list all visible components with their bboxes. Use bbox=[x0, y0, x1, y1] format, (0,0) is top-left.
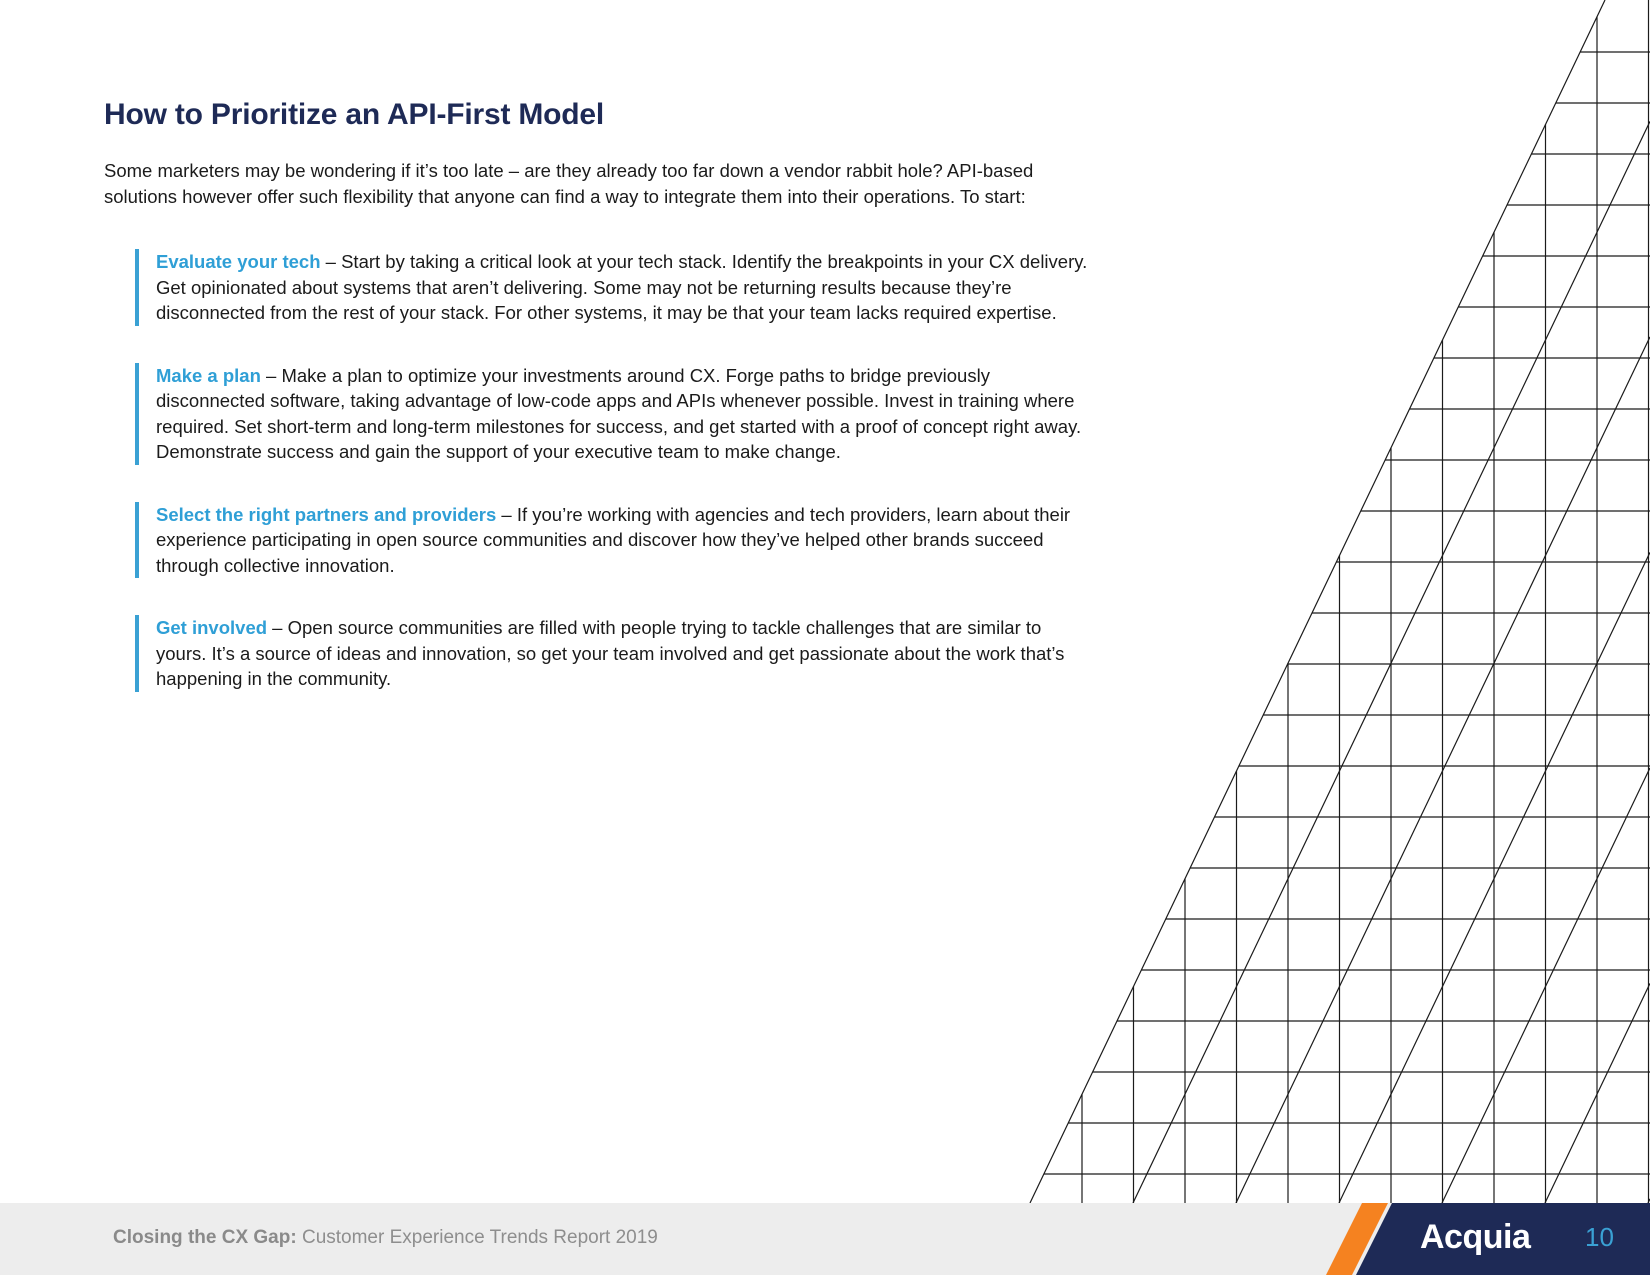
report-title-rest: Customer Experience Trends Report 2019 bbox=[296, 1227, 658, 1248]
item-title: Select the right partners and providers bbox=[156, 503, 497, 525]
acquia-logo: Acquia bbox=[1420, 1218, 1531, 1256]
page-title: How to Prioritize an API-First Model bbox=[104, 98, 605, 131]
list-item-make-plan bbox=[135, 363, 1094, 465]
item-body: – Start by taking a critical look at your tech stack. Identify the breakpoints in your CX delivery. Get opinionated about systems that aren’t delivering. Some may not be returning results because they’re disconnected from the rest of your stack. For other systems, it may be that your team lacks required expertise. bbox=[156, 251, 1088, 323]
list-item-select-partners bbox=[135, 502, 1094, 579]
main-content bbox=[104, 98, 1094, 729]
item-body: – Open source communities are filled with people trying to tackle challenges that are similar to yours. It’s a source of ideas and innovation, so get your team involved and get passionate about the work that’s happening in the community. bbox=[156, 617, 1065, 689]
list-item-get-involved bbox=[135, 615, 1094, 692]
page-footer bbox=[0, 1203, 1650, 1275]
report-title-bold: Closing the CX Gap: bbox=[113, 1227, 297, 1248]
item-body: – Make a plan to optimize your investments around CX. Forge paths to bridge previously disconnected software, taking advantage of low-code apps and APIs whenever possible. Invest in training where required. Set short-term and long-term milestones for success, and get started with a proof of concept right away. Demonstrate success and gain the support of your executive team to make change. bbox=[156, 364, 1082, 462]
list-item-evaluate-tech bbox=[135, 249, 1094, 326]
item-title: Evaluate your tech bbox=[156, 251, 321, 272]
intro-paragraph: Some marketers may be wondering if it’s too late – are they already too far down a vendor rabbit hole? API-based solutions however offer such flexibility that anyone can find a way to integrate them into their operations. To start: bbox=[104, 160, 1034, 207]
page-number: 10 bbox=[1585, 1222, 1614, 1252]
report-title bbox=[113, 1227, 658, 1249]
item-title: Get involved bbox=[156, 617, 268, 638]
item-body: – If you’re working with agencies and tech providers, learn about their experience participating in open source communities and discover how they’ve helped other brands succeed through collective innovation. bbox=[156, 503, 1071, 576]
grid-diagonal-line bbox=[1030, 0, 1605, 1203]
item-title: Make a plan bbox=[156, 364, 261, 386]
